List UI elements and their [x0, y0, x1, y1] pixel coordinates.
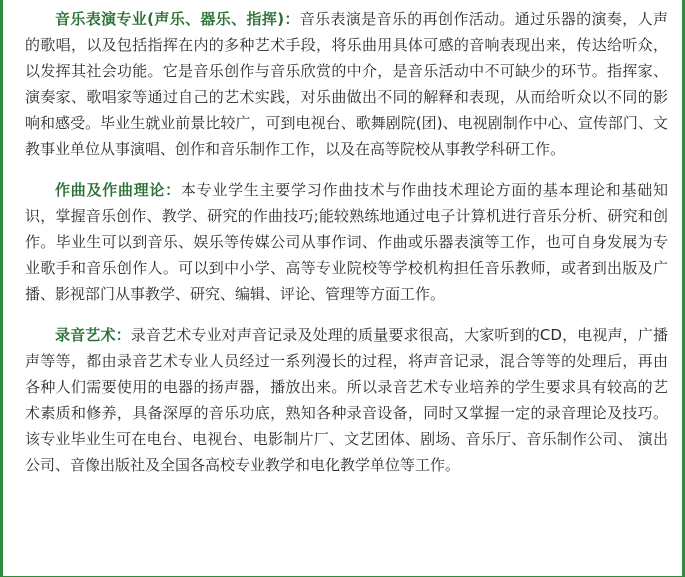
- section-body: 本专业学生主要学习作曲技术与作曲技术理论方面的基本理论和基础知识，掌握音乐创作、教学、研究的作曲技巧;能较熟练地通过电子计算机进行音乐分析、研究和创作。毕业生可以到音乐、娱乐等传媒公司从事作词、作曲或乐器表演等工作，也可自身发展为专业歌手和音乐创作人。可以到中小学、高等专业院校等学校机构担任音乐教师，或者到出版及广播、影视部门从事教学、研究、编辑、评论、管理等方面工作。: [25, 181, 668, 303]
- section-heading: 录音艺术：: [55, 326, 131, 344]
- article-content: [25, 6, 668, 478]
- section-heading: 作曲及作曲理论：: [55, 181, 181, 199]
- section-recording-art: [25, 322, 668, 478]
- section-body: 录音艺术专业对声音记录及处理的质量要求很高，大家听到的CD，电视声，广播声等等，都由录音艺术专业人员经过一系列漫长的过程，将声音记录，混合等等的处理后，再由各种人们需要使用的电器的扬声器，播放出来。所以录音艺术专业培养的学生要求具有较高的艺术素质和修养，具备深厚的音乐功底，熟知各种录音设备，同时又掌握一定的录音理论及技巧。该专业毕业生可在电台、电视台、电影制片厂、文艺团体、剧场、音乐厅、音乐制作公司、 演出公司、音像出版社及全国各高校专业教学和电化教学单位等工作。: [25, 326, 668, 474]
- section-heading: 音乐表演专业(声乐、器乐、指挥)：: [55, 10, 300, 28]
- section-music-performance: [25, 6, 668, 162]
- section-body: 音乐表演是音乐的再创作活动。通过乐器的演奏，人声的歌唱，以及包括指挥在内的多种艺术手段，将乐曲用具体可感的音响表现出来，传达给听众，以发挥其社会功能。它是音乐创作与音乐欣赏的中介，是音乐活动中不可缺少的环节。指挥家、演奏家、歌唱家等通过自己的艺术实践，对乐曲做出不同的解释和表现，从而给听众以不同的影响和感受。毕业生就业前景比较广，可到电视台、歌舞剧院(团)、电视剧制作中心、宣传部门、文教事业单位从事演唱、创作和音乐制作工作，以及在高等院校从事教学科研工作。: [25, 10, 668, 158]
- section-composition: [25, 177, 668, 307]
